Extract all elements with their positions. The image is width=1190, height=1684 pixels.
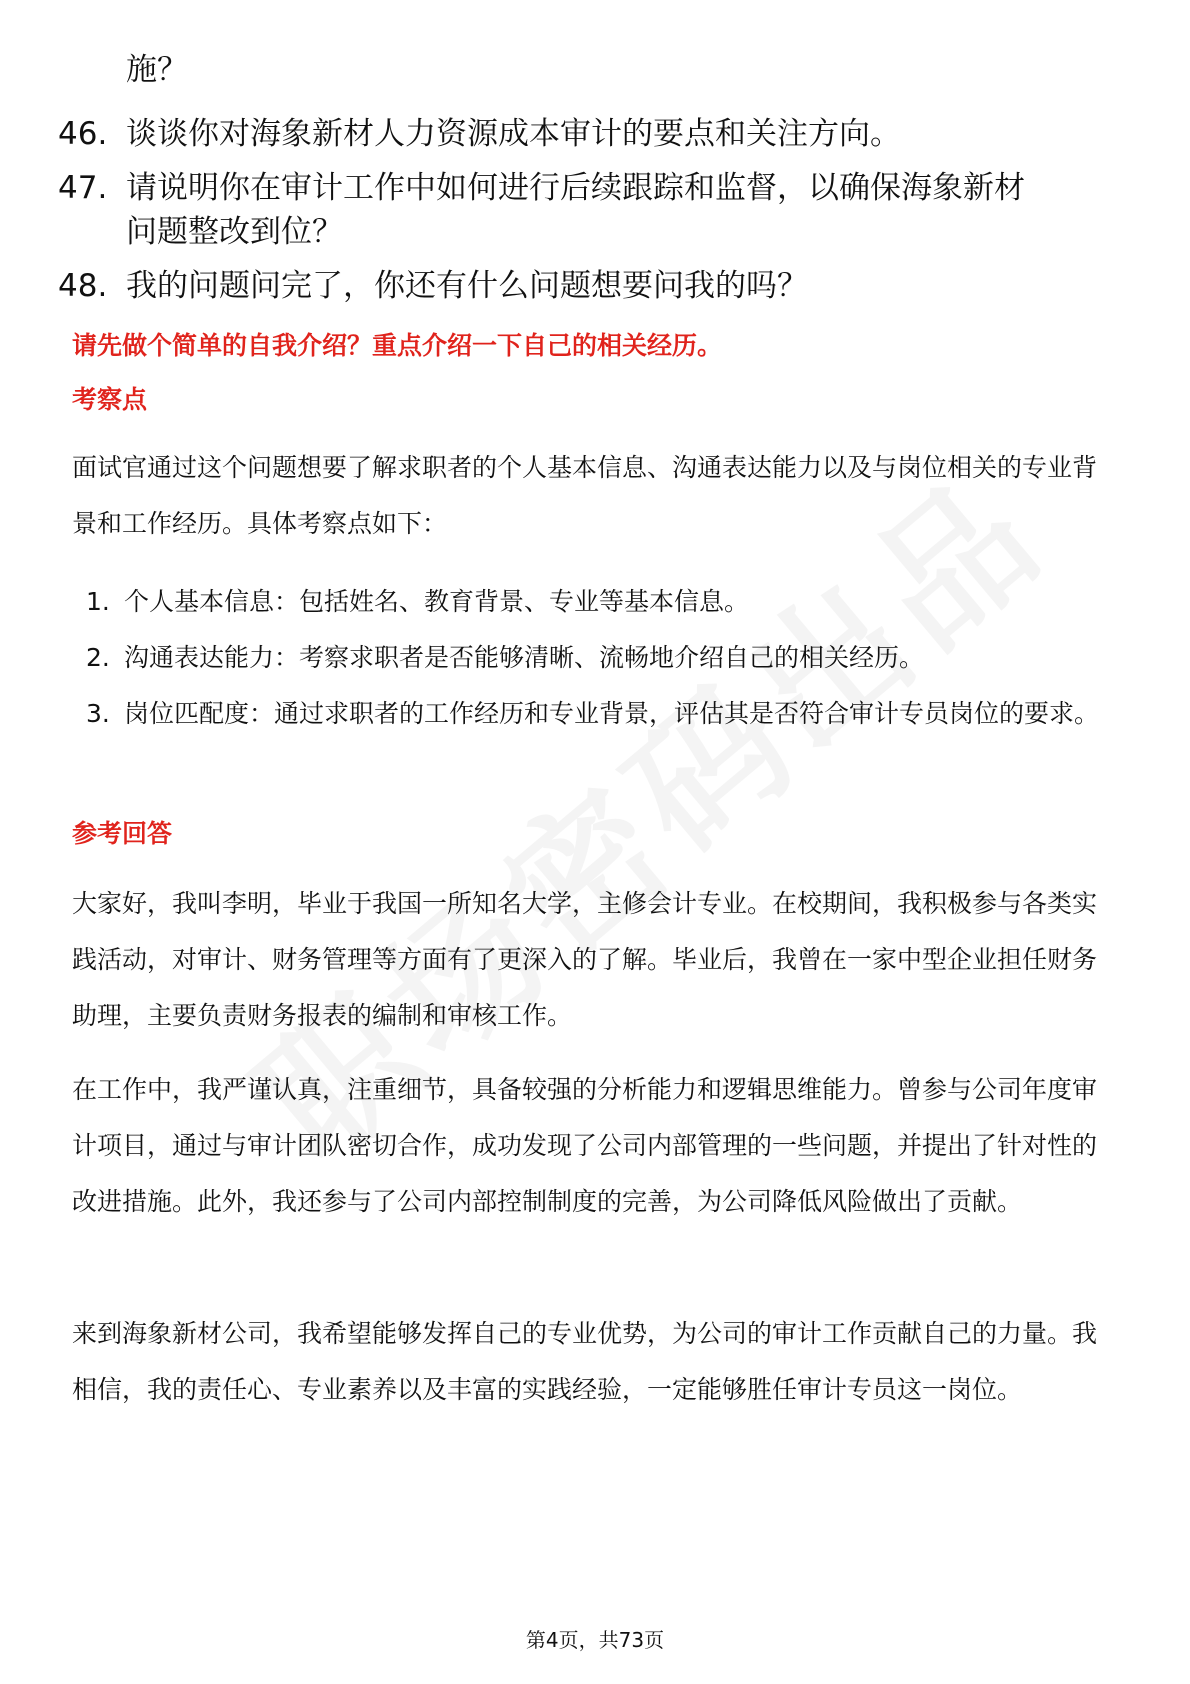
item-number: 2. [86, 643, 110, 672]
item-text: 岗位匹配度：通过求职者的工作经历和专业背景，评估其是否符合审计专员岗位的要求。 [124, 699, 1100, 728]
points-list [86, 574, 1116, 742]
item-number: 1. [86, 587, 110, 616]
item-number: 47. [58, 170, 108, 206]
list-item [86, 574, 1116, 630]
item-text: 个人基本信息：包括姓名、教育背景、专业等基本信息。 [124, 587, 750, 616]
continuation-text: 施？ [126, 52, 188, 88]
list-item [58, 166, 1118, 254]
item-text: 沟通表达能力：考察求职者是否能够清晰、流畅地介绍自己的相关经历。 [124, 643, 925, 672]
item-text: 谈谈你对海象新材人力资源成本审计的要点和关注方向。 [126, 116, 901, 152]
answer-paragraph: 来到海象新材公司，我希望能够发挥自己的专业优势，为公司的审计工作贡献自己的力量。我相信，我的责任心、专业素养以及丰富的实践经验，一定能够胜任审计专员这一岗位。 [72, 1319, 1098, 1404]
item-number: 46. [58, 116, 108, 152]
question-title: 请先做个简单的自我介绍？重点介绍一下自己的相关经历。 [72, 331, 723, 360]
list-item [58, 112, 1118, 156]
list-item [58, 264, 1118, 308]
list-item [86, 686, 1116, 742]
points-intro: 面试官通过这个问题想要了解求职者的个人基本信息、沟通表达能力以及与岗位相关的专业背景和工作经历。具体考察点如下： [72, 453, 1098, 538]
section-heading-answer: 参考回答 [72, 819, 173, 848]
item-number: 48. [58, 268, 108, 304]
item-text: 请说明你在审计工作中如何进行后续跟踪和监督，以确保海象新材问题整改到位？ [126, 170, 1025, 250]
answer-paragraph: 大家好，我叫李明，毕业于我国一所知名大学，主修会计专业。在校期间，我积极参与各类实践活动，对审计、财务管理等方面有了更深入的了解。毕业后，我曾在一家中型企业担任财务助理，主要负责财务报表的编制和审核工作。 [72, 889, 1098, 1030]
page-footer: 第4页，共73页 [525, 1628, 665, 1652]
answer-paragraph: 在工作中，我严谨认真，注重细节，具备较强的分析能力和逻辑思维能力。曾参与公司年度审计项目，通过与审计团队密切合作，成功发现了公司内部管理的一些问题，并提出了针对性的改进措施。此外，我还参与了公司内部控制制度的完善，为公司降低风险做出了贡献。 [72, 1075, 1098, 1216]
question-list [58, 112, 1118, 318]
item-text: 我的问题问完了，你还有什么问题想要问我的吗？ [126, 268, 808, 304]
section-heading-points: 考察点 [72, 385, 148, 414]
item-number: 3. [86, 699, 110, 728]
list-item [86, 630, 1116, 686]
